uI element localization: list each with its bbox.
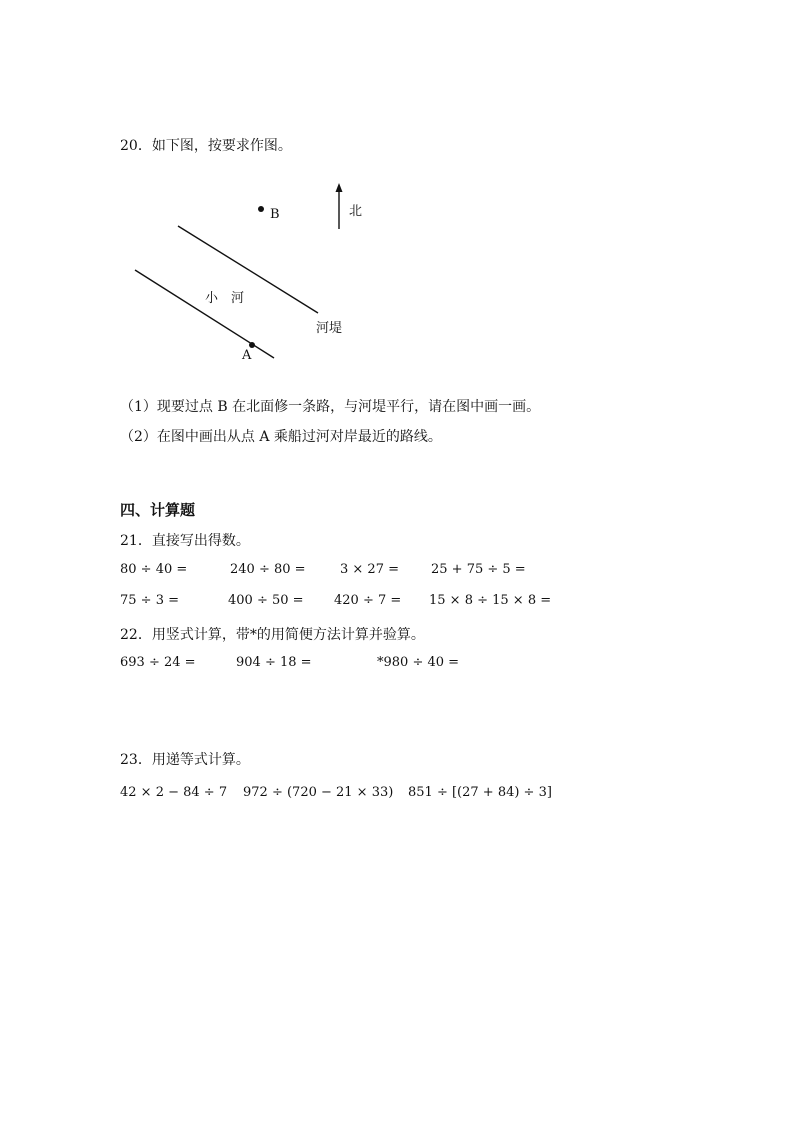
q21-expr: 420 ÷ 7 = (334, 593, 402, 608)
label-point-a: A (242, 348, 252, 363)
q20-sub2: （2）在图中画出从点 A 乘船过河对岸最近的路线。 (120, 429, 442, 445)
q20-title: 20．如下图，按要求作图。 (120, 138, 292, 154)
q21-expr: 240 ÷ 80 = (230, 562, 306, 577)
q23-expr: 851 ÷ [(27 + 84) ÷ 3] (408, 785, 552, 800)
q21-expr: 75 ÷ 3 = (120, 593, 179, 608)
q23-title: 23．用递等式计算。 (120, 752, 250, 768)
q22-title: 22．用竖式计算，带*的用简便方法计算并验算。 (120, 627, 425, 643)
label-river-bank: 河堤 (316, 321, 343, 336)
label-river: 小 河 (205, 291, 245, 306)
section-heading: 四、计算题 (120, 501, 196, 519)
north-arrow-icon (336, 183, 343, 192)
q21-expr: 15 × 8 ÷ 15 × 8 = (429, 593, 552, 608)
q20-sub1: （1）现要过点 B 在北面修一条路，与河堤平行，请在图中画一画。 (120, 399, 541, 415)
river-bank-upper-line (178, 226, 318, 313)
q22-expr: *980 ÷ 40 = (377, 655, 460, 670)
q21-expr: 400 ÷ 50 = (228, 593, 304, 608)
q22-expr: 904 ÷ 18 = (236, 655, 312, 670)
q23-expr: 972 ÷ (720 − 21 × 33) (243, 785, 394, 800)
q21-expr: 3 × 27 = (340, 562, 399, 577)
label-north: 北 (349, 204, 363, 219)
q22-expr: 693 ÷ 24 = (120, 655, 196, 670)
q21-title: 21．直接写出得数。 (120, 533, 250, 549)
q21-expr: 80 ÷ 40 = (120, 562, 188, 577)
q21-expr: 25 + 75 ÷ 5 = (431, 562, 526, 577)
label-point-b: B (270, 207, 280, 222)
q23-expr: 42 × 2 − 84 ÷ 7 (120, 785, 228, 800)
point-b-dot (258, 206, 264, 212)
